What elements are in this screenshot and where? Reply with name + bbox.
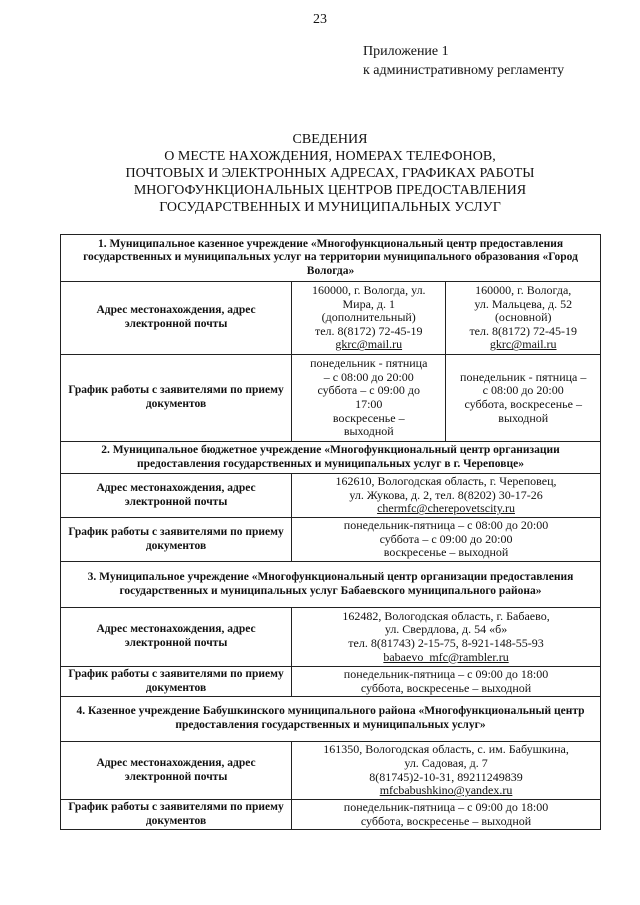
address-label: Адрес местонахождения, адрес электронной почты [61, 474, 292, 518]
address-line: Мира, д. 1 [342, 296, 396, 311]
title-line: О МЕСТЕ НАХОЖДЕНИЯ, НОМЕРАХ ТЕЛЕФОНОВ, [164, 149, 496, 164]
schedule-label: График работы с заявителями по приему документов [61, 355, 292, 442]
schedule-cell [292, 667, 601, 697]
address-row [61, 608, 601, 667]
schedule-line: понедельник-пятница – с 09:00 до 18:00 [343, 666, 549, 681]
schedule-row [61, 800, 601, 830]
schedule-label: График работы с заявителями по приему документов [61, 667, 292, 697]
page-number: 23 [313, 12, 327, 27]
email-link[interactable]: chermfc@cherepovetscity.ru [377, 501, 515, 516]
schedule-label: График работы с заявителями по приему документов [61, 518, 292, 562]
email-link[interactable]: gkrc@mail.ru [335, 337, 403, 352]
address-line: (основной) [494, 310, 552, 325]
schedule-row [61, 355, 601, 442]
address-cell [446, 282, 601, 355]
email-link[interactable]: mfcbabushkino@yandex.ru [379, 783, 513, 798]
schedule-cell [446, 355, 601, 442]
schedule-line: воскресенье – [332, 410, 405, 425]
center-heading: 4. Казенное учреждение Бабушкинского муниципального района «Многофункциональный центр предоставления государственных и муниципальных услуг» [61, 697, 601, 742]
center-heading: 2. Муниципальное бюджетное учреждение «Многофункциональный центр организации предоставления государственных и муниципальных услуг в г. Череповце» [61, 442, 601, 474]
schedule-line: с 08:00 до 20:00 [482, 383, 564, 398]
address-line: 160000, г. Вологда, [475, 283, 572, 298]
schedule-line: выходной [343, 424, 394, 439]
schedule-line: понедельник - пятница [310, 356, 428, 371]
schedule-line: выходной [498, 410, 549, 425]
address-line: 162482, Вологодская область, г. Бабаево, [342, 608, 550, 623]
schedule-row [61, 667, 601, 697]
address-cell [292, 282, 446, 355]
schedule-line: суббота – с 09:00 до 20:00 [379, 531, 513, 546]
schedule-line: суббота – с 09:00 до [317, 383, 421, 398]
appendix-note [363, 42, 564, 80]
schedule-line: понедельник-пятница – с 08:00 до 20:00 [343, 518, 549, 533]
schedule-line: воскресенье – выходной [383, 545, 509, 560]
address-cell [292, 608, 601, 667]
schedule-row [61, 518, 601, 562]
schedule-line: – с 08:00 до 20:00 [323, 369, 414, 384]
centers-table [60, 234, 601, 830]
address-line: ул. Мальцева, д. 52 [474, 296, 573, 311]
address-line: тел. 8(8172) 72-45-19 [314, 323, 423, 338]
appendix-subtitle: к административному регламенту [363, 63, 565, 78]
email-link[interactable]: babaevo_mfc@rambler.ru [383, 649, 509, 664]
address-row [61, 282, 601, 355]
center-heading-row [61, 442, 601, 474]
title-line: СВЕДЕНИЯ [292, 132, 368, 147]
address-line: ул. Жукова, д. 2, тел. 8(8202) 30-17-26 [349, 487, 543, 502]
center-heading-row [61, 562, 601, 608]
address-line: ул. Свердлова, д. 54 «б» [384, 622, 508, 637]
schedule-cell [292, 355, 446, 442]
schedule-line: 17:00 [355, 397, 383, 411]
schedule-line: суббота, воскресенье – выходной [360, 680, 532, 695]
address-line: (дополнительный) [321, 310, 416, 325]
title-line: ПОЧТОВЫХ И ЭЛЕКТРОННЫХ АДРЕСАХ, ГРАФИКАХ РАБОТЫ [125, 166, 535, 181]
address-cell [292, 474, 601, 518]
address-line: 162610, Вологодская область, г. Череповец, [335, 474, 557, 489]
address-row [61, 474, 601, 518]
center-heading: 1. Муниципальное казенное учреждение «Многофункциональный центр предоставления государственных и муниципальных услуг на территории муниципального образования «Город Вологда» [61, 235, 601, 282]
address-label: Адрес местонахождения, адрес электронной почты [61, 742, 292, 800]
schedule-line: понедельник-пятница – с 09:00 до 18:00 [343, 799, 549, 814]
title-line: МНОГОФУНКЦИОНАЛЬНЫХ ЦЕНТРОВ ПРЕДОСТАВЛЕНИЯ [133, 183, 527, 198]
document-title [60, 131, 600, 216]
address-line: ул. Садовая, д. 7 [404, 755, 488, 770]
schedule-line: суббота, воскресенье – [464, 397, 582, 411]
schedule-line: суббота, воскресенье – выходной [360, 813, 532, 828]
center-heading: 3. Муниципальное учреждение «Многофункциональный центр организации предоставления государственных и муниципальных услуг Бабаевского муниципального района» [61, 562, 601, 608]
center-heading-row [61, 235, 601, 282]
schedule-label: График работы с заявителями по приему документов [61, 800, 292, 830]
schedule-cell [292, 800, 601, 830]
schedule-cell [292, 518, 601, 562]
email-link[interactable]: gkrc@mail.ru [489, 337, 557, 352]
title-line: ГОСУДАРСТВЕННЫХ И МУНИЦИПАЛЬНЫХ УСЛУГ [159, 200, 501, 215]
address-line: тел. 8(8172) 72-45-19 [469, 323, 577, 338]
appendix-title: Приложение 1 [363, 44, 449, 59]
address-line: тел. 8(81743) 2-15-75, 8-921-148-55-93 [348, 636, 544, 650]
address-label: Адрес местонахождения, адрес электронной почты [61, 282, 292, 355]
center-heading-row [61, 697, 601, 742]
address-row [61, 742, 601, 800]
address-line: 161350, Вологодская область, с. им. Бабушкина, [323, 742, 569, 757]
address-line: 160000, г. Вологда, ул. [311, 283, 426, 298]
schedule-line: понедельник - пятница – [460, 369, 587, 384]
address-label: Адрес местонахождения, адрес электронной почты [61, 608, 292, 667]
address-line: 8(81745)2-10-31, 89211249839 [369, 769, 523, 784]
address-cell [292, 742, 601, 800]
